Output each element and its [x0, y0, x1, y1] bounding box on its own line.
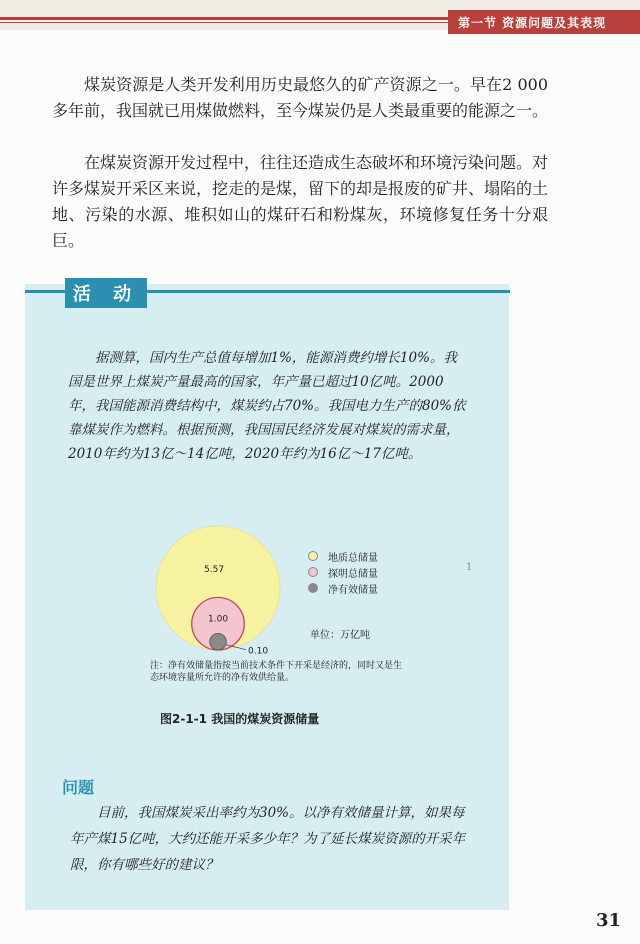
- header-rule-thin: [0, 22, 450, 23]
- legend-label: 探明总储量: [328, 568, 378, 580]
- question-title: 问题: [62, 778, 95, 797]
- activity-text: 据测算，国内生产总值每增加1%，能源消费约增长10%。我国是世界上煤炭产量最高的国家，年产量已超过10亿吨。2000年，我国能源消费结构中，煤炭约占70%。我国电力生产的80%依靠煤炭作为燃料。根据预测，我国国民经济发展对煤炭的需求量，2010年约为13亿～14亿吨，2020年约为16亿～17亿吨。: [68, 350, 466, 462]
- body-paragraph-2: 在煤炭资源开发过程中，往往还造成生态破坏和环境污染问题。对许多煤炭开采区来说，挖走的是煤，留下的却是报废的矿井、塌陷的土地、污染的水源、堆积如山的煤矸石和粉煤灰，环境修复任务十分艰巨。: [52, 153, 549, 250]
- value-label-0: 5.57: [204, 565, 225, 575]
- header-rule: [0, 17, 450, 20]
- body-paragraph-1: 煤炭资源是人类开发利用历史最悠久的矿产资源之一。早在2 000多年前，我国就已用煤做燃料，至今煤炭仍是人类最重要的能源之一。: [52, 75, 549, 120]
- legend-label: 地质总储量: [328, 552, 378, 564]
- legend-item-0: [308, 548, 378, 564]
- value-label-1: 1.00: [208, 614, 229, 625]
- margin-mark: 1: [466, 562, 473, 573]
- figure-note: 注：净有效储量指按当前技术条件下开采是经济的，同时又是生态环境容量所允许的净有效供给量。: [150, 661, 403, 683]
- figure-caption: 图2-1-1 我国的煤炭资源储量: [160, 712, 320, 726]
- chart-legend: [308, 548, 378, 596]
- legend-label: 净有效储量: [328, 584, 378, 596]
- circle-2: [210, 633, 227, 650]
- coal-reserves-chart: [150, 525, 300, 655]
- legend-item-1: [308, 564, 378, 580]
- legend-swatch: [308, 583, 318, 593]
- legend-item-2: [308, 580, 378, 596]
- activity-label: 活 动: [65, 278, 147, 308]
- page-number: 31: [596, 910, 622, 931]
- section-title: 第一节 资源问题及其表现: [448, 10, 640, 34]
- value-label-2: 0.10: [248, 646, 269, 655]
- legend-swatch: [308, 551, 318, 561]
- question-text: 目前，我国煤炭采出率约为30%。以净有效储量计算，如果每年产煤15亿吨，大约还能开采多少年？为了延长煤炭资源的开采年限，你有哪些好的建议？: [70, 805, 466, 873]
- unit-label: 单位：万亿吨: [310, 630, 370, 641]
- legend-swatch: [308, 567, 318, 577]
